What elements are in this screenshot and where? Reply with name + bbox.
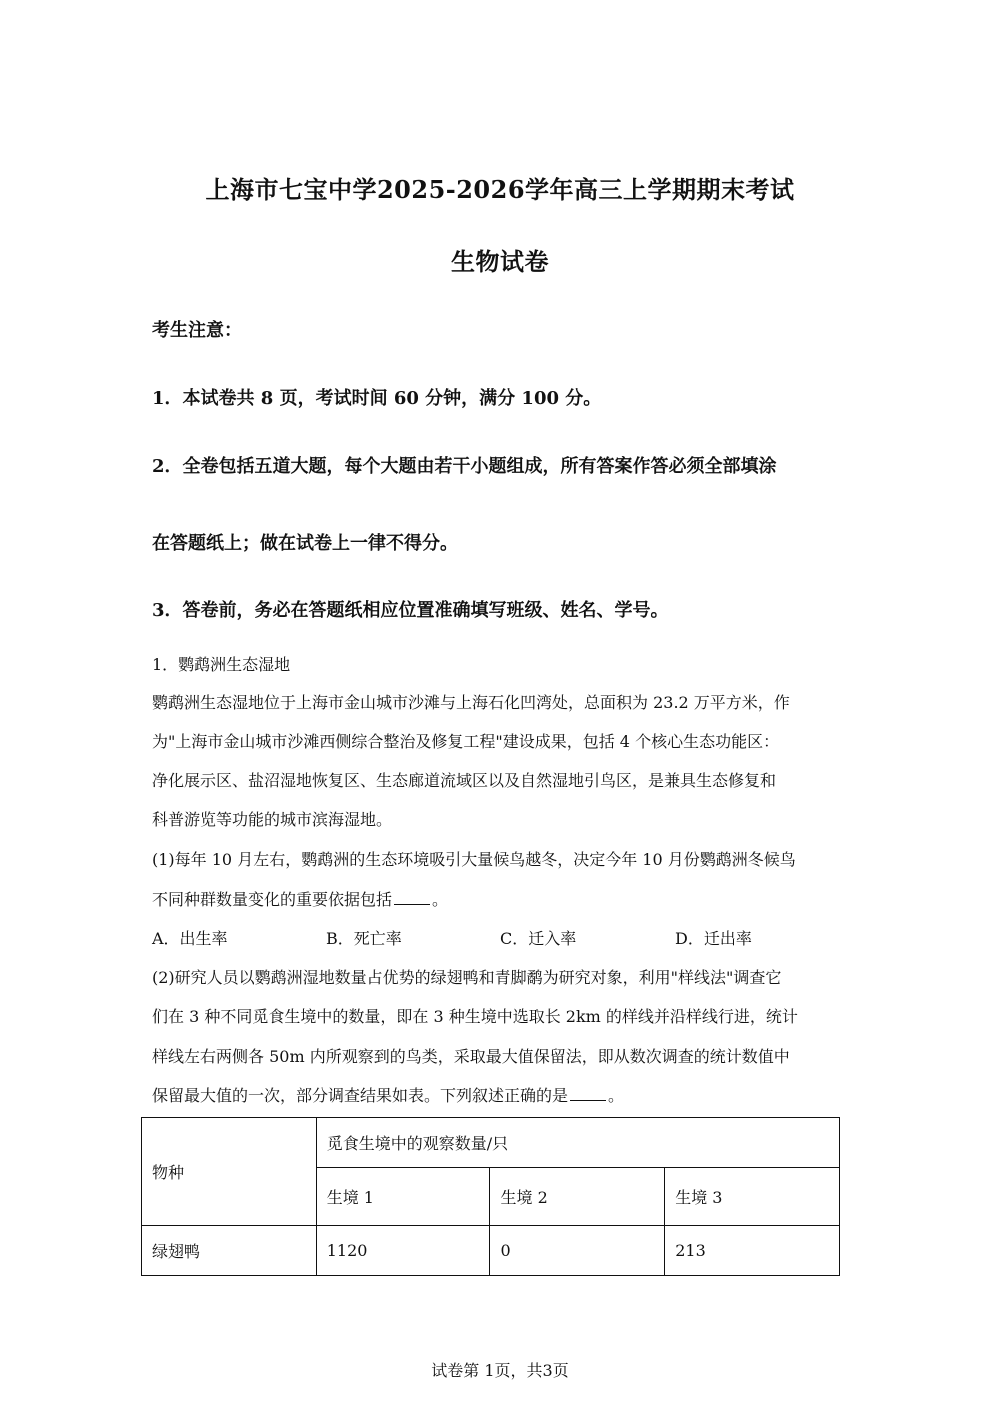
sub-question-2-line: (2)研究人员以鹦鹉洲湿地数量占优势的绿翅鸭和青脚鹬为研究对象，利用"样线法"调查它 [152, 968, 782, 987]
sub-question-2-end: 。 [608, 1086, 625, 1105]
notice-item-2-line-2: 在答题纸上；做在试卷上一律不得分。 [152, 533, 458, 554]
option-a[interactable]: A．出生率 [152, 929, 228, 948]
passage-line: 鹦鹉洲生态湿地位于上海市金山城市沙滩与上海石化凹湾处，总面积为 23.2 万平方米，作 [152, 693, 790, 712]
sub-question-2-line [152, 1083, 624, 1106]
table-header-habitat: 生境 2 [490, 1168, 665, 1226]
notice-item-2-line-1: 2．全卷包括五道大题，每个大题由若干小题组成，所有答案作答必须全部填涂 [152, 456, 777, 477]
table-cell-species: 绿翅鸭 [142, 1226, 317, 1276]
option-d[interactable]: D．迁出率 [675, 929, 752, 948]
sub-question-2-line: 样线左右两侧各 50m 内所观察到的鸟类，采取最大值保留法，即从数次调查的统计数值中 [152, 1047, 790, 1066]
table-cell-value: 213 [665, 1226, 840, 1276]
notice-item-1: 1．本试卷共 8 页，考试时间 60 分钟，满分 100 分。 [152, 388, 602, 409]
passage-line: 科普游览等功能的城市滨海湿地。 [152, 810, 393, 829]
sub-question-2-line: 们在 3 种不同觅食生境中的数量，即在 3 种生境中选取长 2km 的样线并沿样线行进，统计 [152, 1007, 798, 1026]
passage-line: 为"上海市金山城市沙滩西侧综合整治及修复工程"建设成果，包括 4 个核心生态功能区： [152, 732, 780, 751]
page-footer: 试卷第 1页，共3页 [431, 1361, 569, 1380]
answer-blank[interactable] [394, 890, 430, 905]
table-header-group: 觅食生境中的观察数量/只 [316, 1118, 839, 1168]
sub-question-1-line-2 [152, 887, 448, 910]
sub-question-1-end: 。 [432, 890, 449, 909]
table-row [142, 1226, 840, 1276]
table-header-habitat: 生境 3 [665, 1168, 840, 1226]
notice-heading: 考生注意： [152, 320, 242, 341]
table-cell-value: 0 [490, 1226, 665, 1276]
option-c[interactable]: C．迁入率 [500, 929, 577, 948]
observation-table [141, 1117, 840, 1276]
table-cell-value: 1120 [316, 1226, 490, 1276]
exam-title-line1: 上海市七宝中学2025-2026学年高三上学期期末考试 [205, 175, 795, 204]
answer-blank[interactable] [570, 1086, 606, 1101]
option-b[interactable]: B．死亡率 [326, 929, 402, 948]
passage-line: 净化展示区、盐沼湿地恢复区、生态廊道流域区以及自然湿地引鸟区，是兼具生态修复和 [152, 771, 777, 790]
notice-item-3: 3．答卷前，务必在答题纸相应位置准确填写班级、姓名、学号。 [152, 600, 669, 621]
question-1-heading: 1．鹦鹉洲生态湿地 [152, 655, 291, 674]
sub-question-1-text: 不同种群数量变化的重要依据包括 [152, 890, 393, 909]
table-header-habitat: 生境 1 [316, 1168, 490, 1226]
sub-question-2-text: 保留最大值的一次，部分调查结果如表。下列叙述正确的是 [152, 1086, 569, 1105]
table-header-species: 物种 [142, 1118, 317, 1226]
exam-title-line2: 生物试卷 [451, 247, 549, 276]
sub-question-1-line-1: (1)每年 10 月左右，鹦鹉洲的生态环境吸引大量候鸟越冬，决定今年 10 月份鹦鹉洲冬候鸟 [152, 850, 796, 869]
